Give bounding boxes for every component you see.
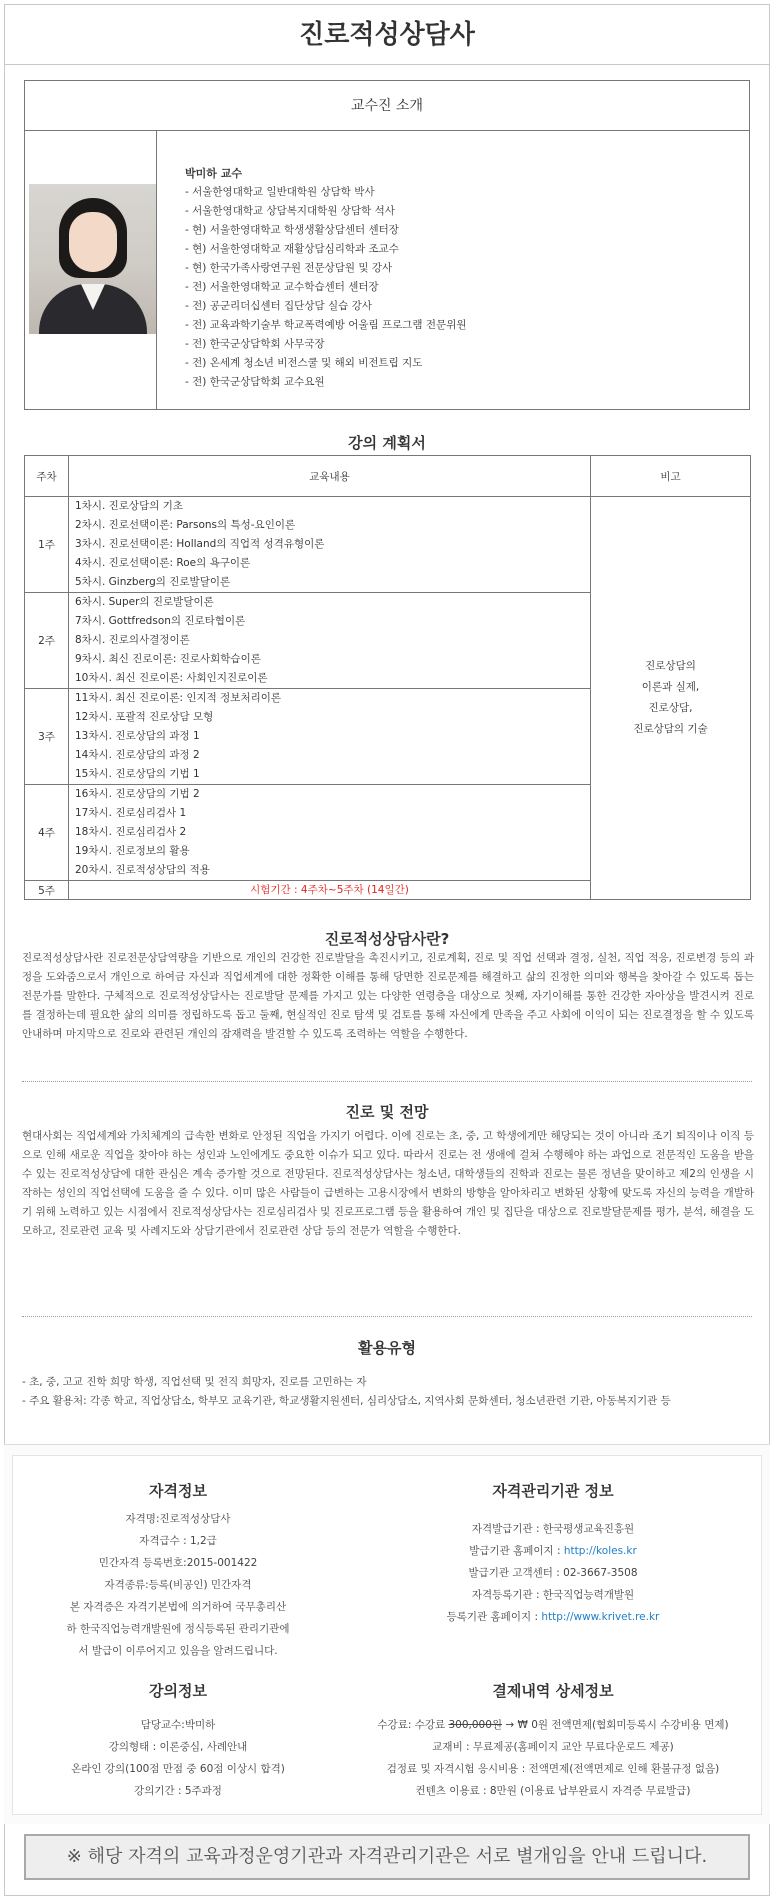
career-item: - 전) 한국군상담학회 교수요원: [185, 376, 325, 388]
payment-line: 교재비 : 무료제공(홈페이지 교안 무료다운로드 제공): [432, 1741, 674, 1753]
plan-title: 강의 계획서: [348, 434, 426, 452]
week-label: 2주: [25, 593, 69, 689]
agency-homepage: [343, 1540, 763, 1562]
lesson-item: 1차시. 진로상담의 기초: [75, 500, 183, 512]
payment-line: 검정료 및 자격시험 응시비용 : 전액면제(전액면제로 인해 환불규정 없음): [386, 1763, 720, 1775]
about-title: 진로적성상담사란?: [324, 930, 450, 948]
page-title: 진로적성상담사: [299, 20, 475, 50]
note-line: 이론과 실제,: [641, 681, 700, 693]
header-content: 교육내용: [69, 456, 591, 497]
header-note: 비고: [591, 456, 751, 497]
qualification-line: 자격명:진로적성상담사: [125, 1513, 231, 1525]
career-item: - 서울한영대학교 일반대학원 상담학 박사: [185, 186, 375, 198]
professor-section: [24, 80, 750, 410]
professor-section-title: 교수진 소개: [25, 81, 749, 131]
exam-period: 시험기간 : 4주차~5주차 (14일간): [69, 881, 591, 900]
plan-note: [591, 497, 751, 900]
career-item: - 전) 교육과학기술부 학교폭력예방 어울림 프로그램 전문위원: [185, 319, 467, 331]
week-content: [69, 785, 591, 881]
about-text: 진로적성상담사란 진로전문상담역량을 기반으로 개인의 건강한 진로발달을 촉진시키고, 진로계획, 진로 및 직업 선택과 결정, 실천, 직업 적응, 진로변경 등의 과정을 도와줌으로서 개인으로 하여금 자신과 직업세계에 대한 정확한 이해를 통해 당면한 진로문제를 해결하고 삶의 진정한 의미와 행복을 찾아갈 수 있도록 돕는 전문가를 말한다. 구체적으로 진로적성상담사는 진로발달 문제를 가지고 있는 다양한 연령층을 대상으로 첫째, 자기이해를 통한 건강한 자아상을 발견시켜 진로를 결정하는데 필요한 삶의 의미를 정립하도록 돕고 둘째, 현실적인 진로 탐색 및 검토를 통해 자신에게 만족을 주고 사회에 이익이 되는 진로결정을 할 수 있도록 안내하며 마지막으로 진로와 관련된 개인의 잠재력을 발견할 수 있도록 조력하는 역할을 수행한다.: [22, 952, 754, 1040]
lesson-item: 16차시. 진로상담의 기법 2: [75, 788, 200, 800]
career-item: - 현) 한국가족사랑연구원 전문상담원 및 강사: [185, 262, 393, 274]
agency-info: [343, 1518, 763, 1628]
note-line: 진로상담,: [648, 702, 693, 714]
info-panel-inner: [12, 1455, 762, 1815]
section-divider: [22, 1081, 752, 1082]
registrar-homepage-label: 등록기관 홈페이지 :: [446, 1611, 542, 1623]
notice-banner: ※ 해당 자격의 교육과정운영기관과 자격관리기관은 서로 별개임을 안내 드립니다.: [24, 1834, 750, 1880]
lesson-item: 15차시. 진로상담의 기법 1: [75, 768, 200, 780]
lesson-item: 12차시. 포괄적 진로상담 모형: [75, 711, 214, 723]
qualification-title: 자격정보: [149, 1482, 207, 1500]
registrar-homepage: [343, 1606, 763, 1628]
lesson-item: 6차시. Super의 진로발달이론: [75, 596, 214, 608]
week-label: 3주: [25, 689, 69, 785]
week-content: [69, 593, 591, 689]
usage-item: - 주요 활용처: 각종 학교, 직업상담소, 학부모 교육기관, 학교생활지원센터, 심리상담소, 지역사회 문화센터, 청소년관련 기관, 아동복지기관 등: [22, 1395, 671, 1407]
note-line: 진로상담의: [645, 660, 696, 672]
qualification-line: 자격급수 : 1,2급: [139, 1535, 217, 1547]
agency-homepage-label: 발급기관 홈페이지 :: [469, 1545, 564, 1557]
professor-divider: [156, 131, 157, 409]
info-panel: [4, 1444, 770, 1824]
fee-suffix: → ₩ 0원 전액면제(협회미등록시 수강비용 면제): [502, 1719, 729, 1731]
note-line: 진로상담의 기술: [633, 723, 708, 735]
lesson-item: 20차시. 진로적성상담의 적용: [75, 864, 210, 876]
professor-name: 박미하 교수: [185, 167, 242, 180]
usage-list: [22, 1373, 752, 1411]
koles-link[interactable]: http://koles.kr: [563, 1545, 637, 1557]
professor-photo: [29, 184, 157, 334]
week-label: 1주: [25, 497, 69, 593]
lesson-item: 8차시. 진로의사결정이론: [75, 634, 190, 646]
agency-title: 자격관리기관 정보: [492, 1482, 614, 1500]
career-item: - 현) 서울한영대학교 재활상담심리학과 조교수: [185, 243, 399, 255]
lecture-line: 강의형태 : 이론중심, 사례안내: [108, 1741, 248, 1753]
outlook-title: 진로 및 전망: [345, 1103, 429, 1121]
lesson-item: 9차시. 최신 진로이론: 진로사회학습이론: [75, 653, 261, 665]
lesson-item: 13차시. 진로상담의 과정 1: [75, 730, 200, 742]
payment-title: 결제내역 상세정보: [492, 1682, 614, 1700]
qualification-line: 서 발급이 이루어지고 있음을 알려드립니다.: [78, 1645, 278, 1657]
lesson-item: 17차시. 진로심리검사 1: [75, 807, 187, 819]
lesson-item: 4차시. 진로선택이론: Roe의 욕구이론: [75, 557, 251, 569]
lecture-plan-table: [24, 455, 751, 900]
lecture-title: 강의정보: [149, 1682, 207, 1700]
career-item: - 전) 서울한영대학교 교수학습센터 센터장: [185, 281, 379, 293]
qualification-line: 본 자격증은 자격기본법에 의거하여 국무총리산: [69, 1601, 287, 1613]
lesson-item: 11차시. 최신 진로이론: 인지적 정보처리이론: [75, 692, 282, 704]
lesson-item: 19차시. 진로정보의 활용: [75, 845, 190, 857]
lesson-item: 14차시. 진로상담의 과정 2: [75, 749, 200, 761]
lesson-item: 18차시. 진로심리검사 2: [75, 826, 187, 838]
lesson-item: 3차시. 진로선택이론: Holland의 직업적 성격유형이론: [75, 538, 325, 550]
career-item: - 전) 한국군상담학회 사무국장: [185, 338, 325, 350]
outlook-text: 현대사회는 직업세계와 가치체계의 급속한 변화로 안정된 직업을 가지기 어렵다. 이에 진로는 초, 중, 고 학생에게만 해당되는 것이 아니라 조기 퇴직이나 이직 등으로 인해 새로운 직업을 찾아야 하는 성인과 노인에게도 중요한 이슈가 되고 있다. 따라서 진로는 전 생애에 걸쳐 수행해야 하는 과업으로 전문적인 도움을 받을 수 있는 진로적성상담에 대한 관심은 계속 증가할 것으로 전망된다. 진로적성상담사는 청소년, 대학생들의 진학과 진로는 물론 정년을 맞이하고 제2의 인생을 시작하는 성인의 직업선택에 도움을 줄 수 있다. 이미 많은 사람들이 급변하는 고용시장에서 변화의 방향을 알아차리고 변화된 상황에 맞도록 자신의 능력을 개발하기 위해 노력하고 있는 시점에서 진로적성상담사는 진로심리검사 및 진로프로그램 등을 활용하여 개인 및 집단을 대상으로 진로발달문제를 평가, 분석, 해결을 도모하고, 진로관련 교육 및 사례지도와 상담기관에서 진로관련 상담 등의 전문가 역할을 수행한다.: [22, 1130, 754, 1237]
career-item: - 전) 공군리더십센터 집단상담 실습 강사: [185, 300, 372, 312]
qualification-line: 민간자격 등록번호:2015-001422: [98, 1557, 258, 1569]
payment-info: [343, 1714, 763, 1802]
usage-item: - 초, 중, 고교 진학 희망 학생, 직업선택 및 전직 희망자, 진로를 고민하는 자: [22, 1376, 367, 1388]
section-divider: [22, 1316, 752, 1317]
payment-line: 컨텐츠 이용료 : 8만원 (이용료 납부완료시 자격증 무료발급): [415, 1785, 691, 1797]
lecture-info: [13, 1714, 343, 1802]
week-content: [69, 497, 591, 593]
lecture-line: 강의기간 : 5주과정: [134, 1785, 222, 1797]
lesson-item: 2차시. 진로선택이론: Parsons의 특성-요인이론: [75, 519, 296, 531]
lecture-line: 담당교수:박미하: [140, 1719, 216, 1731]
krivet-link[interactable]: http://www.krivet.re.kr: [541, 1611, 660, 1623]
career-item: - 서울한영대학교 상담복지대학원 상담학 석사: [185, 205, 395, 217]
qualification-line: 하 한국직업능력개발원에 정식등록된 관리기관에: [66, 1623, 290, 1635]
agency-registrar: 자격등록기관 : 한국직업능력개발원: [471, 1589, 635, 1601]
qualification-line: 자격종류:등록(비공인) 민간자격: [104, 1579, 252, 1591]
table-row: [25, 497, 751, 593]
qualification-info: [13, 1508, 343, 1662]
week-content: [69, 689, 591, 785]
career-item: - 전) 온세계 청소년 비전스쿨 및 해외 비전트립 지도: [185, 357, 423, 369]
agency-issuer: 자격발급기관 : 한국평생교육진흥원: [471, 1523, 635, 1535]
week-label: 4주: [25, 785, 69, 881]
week-label: 5주: [25, 881, 69, 900]
lesson-item: 10차시. 최신 진로이론: 사회인지진로이론: [75, 672, 268, 684]
career-item: - 현) 서울한영대학교 학생생활상담센터 센터장: [185, 224, 399, 236]
agency-call-center: 발급기관 고객센터 : 02-3667-3508: [468, 1567, 638, 1579]
table-header-row: [25, 456, 751, 497]
title-divider: [4, 64, 770, 65]
fee-prefix: 수강료: 수강료: [377, 1719, 449, 1731]
payment-fee: [343, 1714, 763, 1736]
lecture-line: 온라인 강의(100점 만점 중 60점 이상시 합격): [71, 1763, 285, 1775]
lesson-item: 7차시. Gottfredson의 진로타협이론: [75, 615, 246, 627]
professor-career-list: [185, 183, 467, 392]
usage-title: 활용유형: [358, 1339, 416, 1357]
lesson-item: 5차시. Ginzberg의 진로발달이론: [75, 576, 231, 588]
fee-original: 300,000원: [448, 1719, 503, 1731]
header-week: 주차: [25, 456, 69, 497]
